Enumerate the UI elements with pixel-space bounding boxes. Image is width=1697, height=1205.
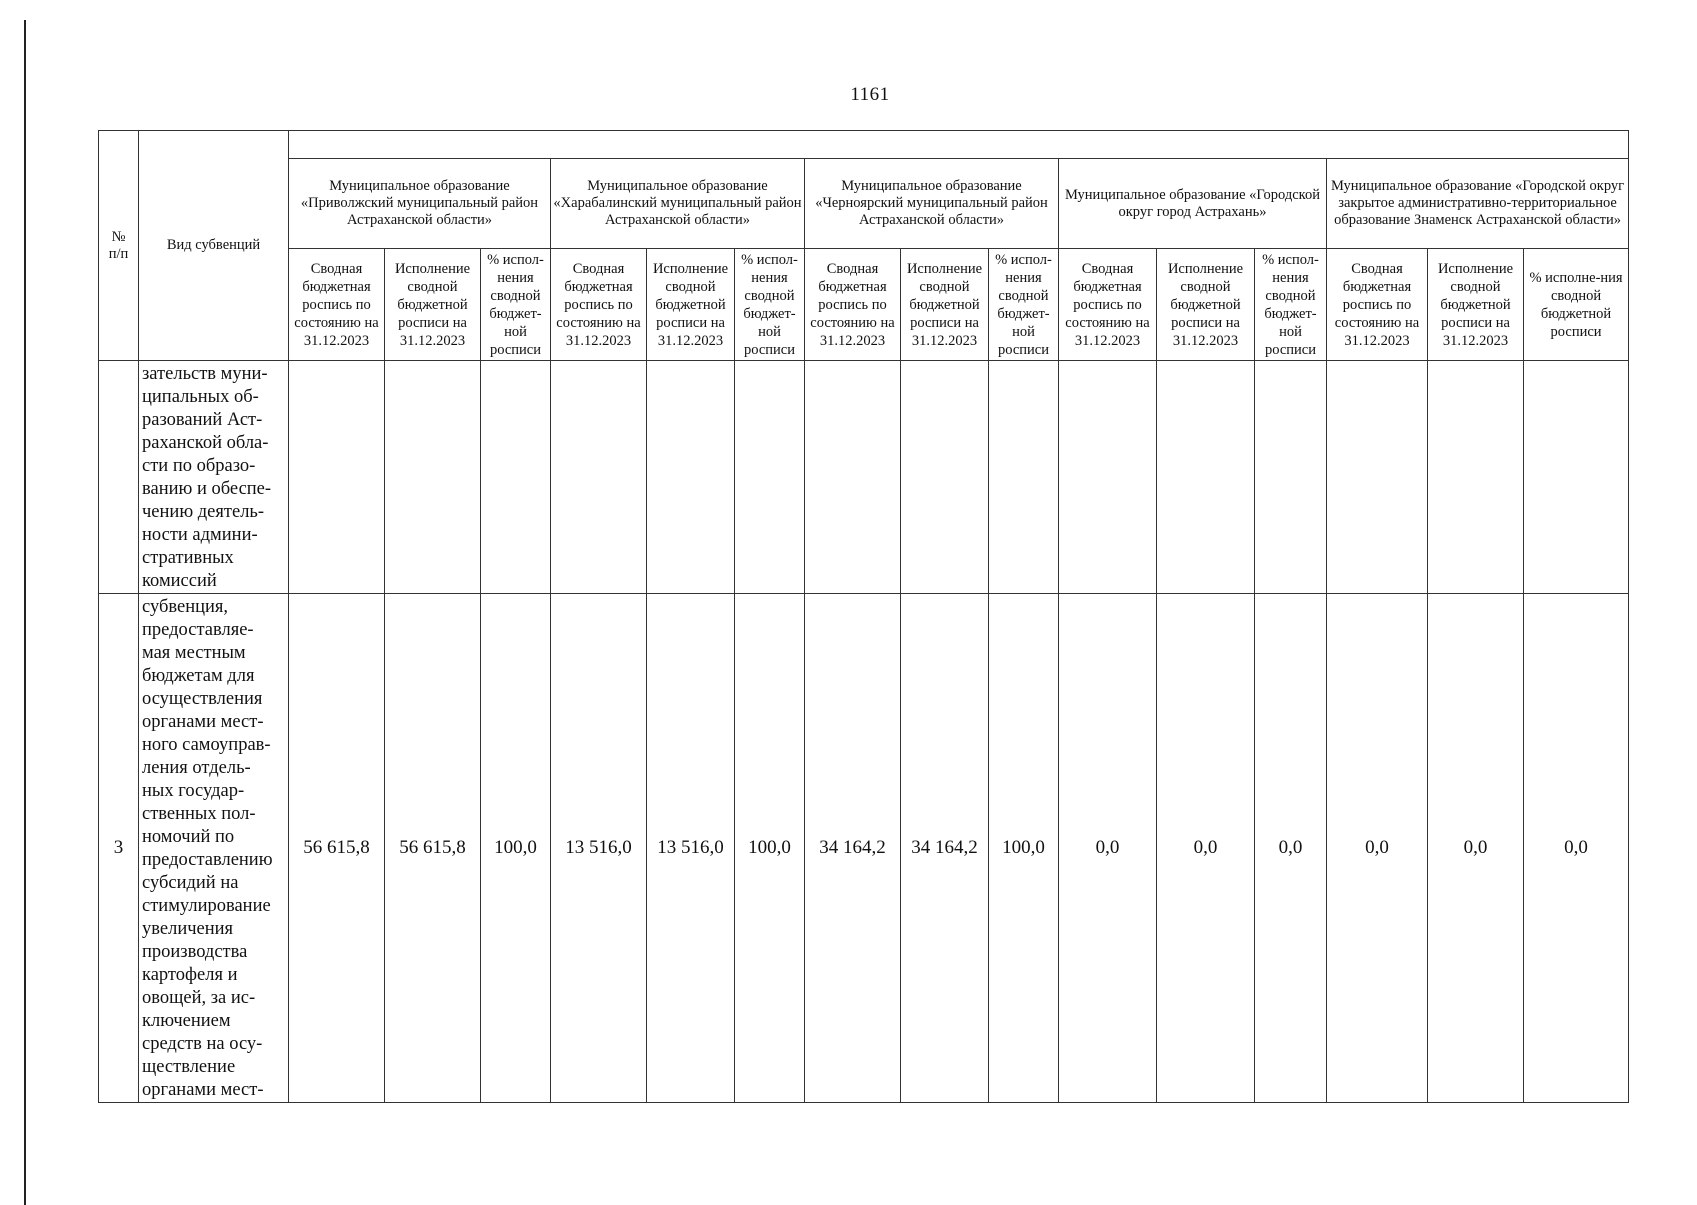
execution-header-3: Исполнение сводной бюджетной росписи на 31.12.2023 [901, 249, 989, 361]
value-cell [481, 361, 551, 594]
subvention-description-cell: зательств муни- ципальных об- разований Аст- раханской обла- сти по образо- ванию и обеспе- чению деятель- ности админи- стративных комиссий [139, 361, 289, 594]
value-cell [989, 361, 1059, 594]
value-cell: 0,0 [1327, 594, 1428, 1103]
percent-header-1: % испол-нения сводной бюджет-ной росписи [481, 249, 551, 361]
execution-header-5: Исполнение сводной бюджетной росписи на 31.12.2023 [1428, 249, 1524, 361]
budget-plan-header-1: Сводная бюджетная роспись по состоянию на 31.12.2023 [289, 249, 385, 361]
col-type-header: Вид субвенций [139, 131, 289, 361]
value-cell [385, 361, 481, 594]
value-cell: 56 615,8 [289, 594, 385, 1103]
execution-header-2: Исполнение сводной бюджетной росписи на 31.12.2023 [647, 249, 735, 361]
value-cell [805, 361, 901, 594]
table-row [99, 361, 1629, 594]
execution-header-1: Исполнение сводной бюджетной росписи на 31.12.2023 [385, 249, 481, 361]
page-number: 1161 [850, 84, 890, 105]
budget-plan-header-3: Сводная бюджетная роспись по состоянию на 31.12.2023 [805, 249, 901, 361]
value-cell [551, 361, 647, 594]
value-cell: 0,0 [1255, 594, 1327, 1103]
value-cell: 34 164,2 [805, 594, 901, 1103]
row-index-cell [99, 361, 139, 594]
value-cell: 13 516,0 [647, 594, 735, 1103]
value-cell [1059, 361, 1157, 594]
table-row [99, 594, 1629, 1103]
subvention-description-cell: субвенция, предоставляе- мая местным бюджетам для осуществления органами мест- ного самоуправ- ления отдель- ных государ- ственных пол- номочий по предоставлению субсидий на стимулирование увеличения производства картофеля и овощей, за ис- ключением средств на осу- ществление органами мест- [139, 594, 289, 1103]
binding-edge-line [24, 20, 26, 1205]
value-cell: 56 615,8 [385, 594, 481, 1103]
municipality-header-5: Муниципальное образование «Городской округ закрытое административно-территориальное образование Знаменск Астраханской области» [1327, 159, 1629, 249]
value-cell [901, 361, 989, 594]
budget-plan-header-2: Сводная бюджетная роспись по состоянию на 31.12.2023 [551, 249, 647, 361]
value-cell [1428, 361, 1524, 594]
value-cell [1524, 361, 1629, 594]
value-cell [1157, 361, 1255, 594]
municipality-header-2: Муниципальное образование «Харабалинский муниципальный район Астраханской области» [551, 159, 805, 249]
value-cell [647, 361, 735, 594]
budget-plan-header-5: Сводная бюджетная роспись по состоянию на 31.12.2023 [1327, 249, 1428, 361]
header-blank-row [99, 131, 1629, 159]
value-cell [735, 361, 805, 594]
percent-header-5: % исполне-ния сводной бюджетной росписи [1524, 249, 1629, 361]
value-cell: 100,0 [481, 594, 551, 1103]
value-cell: 0,0 [1059, 594, 1157, 1103]
value-cell: 100,0 [989, 594, 1059, 1103]
value-cell [1327, 361, 1428, 594]
municipality-header-row [99, 159, 1629, 249]
subheader-row [99, 249, 1629, 361]
value-cell: 13 516,0 [551, 594, 647, 1103]
value-cell [289, 361, 385, 594]
execution-header-4: Исполнение сводной бюджетной росписи на 31.12.2023 [1157, 249, 1255, 361]
value-cell [1255, 361, 1327, 594]
header-spacer-cell [289, 131, 1629, 159]
value-cell: 0,0 [1157, 594, 1255, 1103]
municipality-header-4: Муниципальное образование «Городской округ город Астрахань» [1059, 159, 1327, 249]
value-cell: 0,0 [1428, 594, 1524, 1103]
municipality-header-1: Муниципальное образование «Приволжский муниципальный район Астраханской области» [289, 159, 551, 249]
subvention-execution-table [98, 130, 1629, 1103]
value-cell: 34 164,2 [901, 594, 989, 1103]
value-cell: 0,0 [1524, 594, 1629, 1103]
col-number-header: № п/п [99, 131, 139, 361]
value-cell: 100,0 [735, 594, 805, 1103]
percent-header-2: % испол-нения сводной бюджет-ной росписи [735, 249, 805, 361]
percent-header-3: % испол-нения сводной бюджет-ной росписи [989, 249, 1059, 361]
municipality-header-3: Муниципальное образование «Черноярский муниципальный район Астраханской области» [805, 159, 1059, 249]
budget-plan-header-4: Сводная бюджетная роспись по состоянию на 31.12.2023 [1059, 249, 1157, 361]
row-index-cell: 3 [99, 594, 139, 1103]
percent-header-4: % испол-нения сводной бюджет-ной росписи [1255, 249, 1327, 361]
